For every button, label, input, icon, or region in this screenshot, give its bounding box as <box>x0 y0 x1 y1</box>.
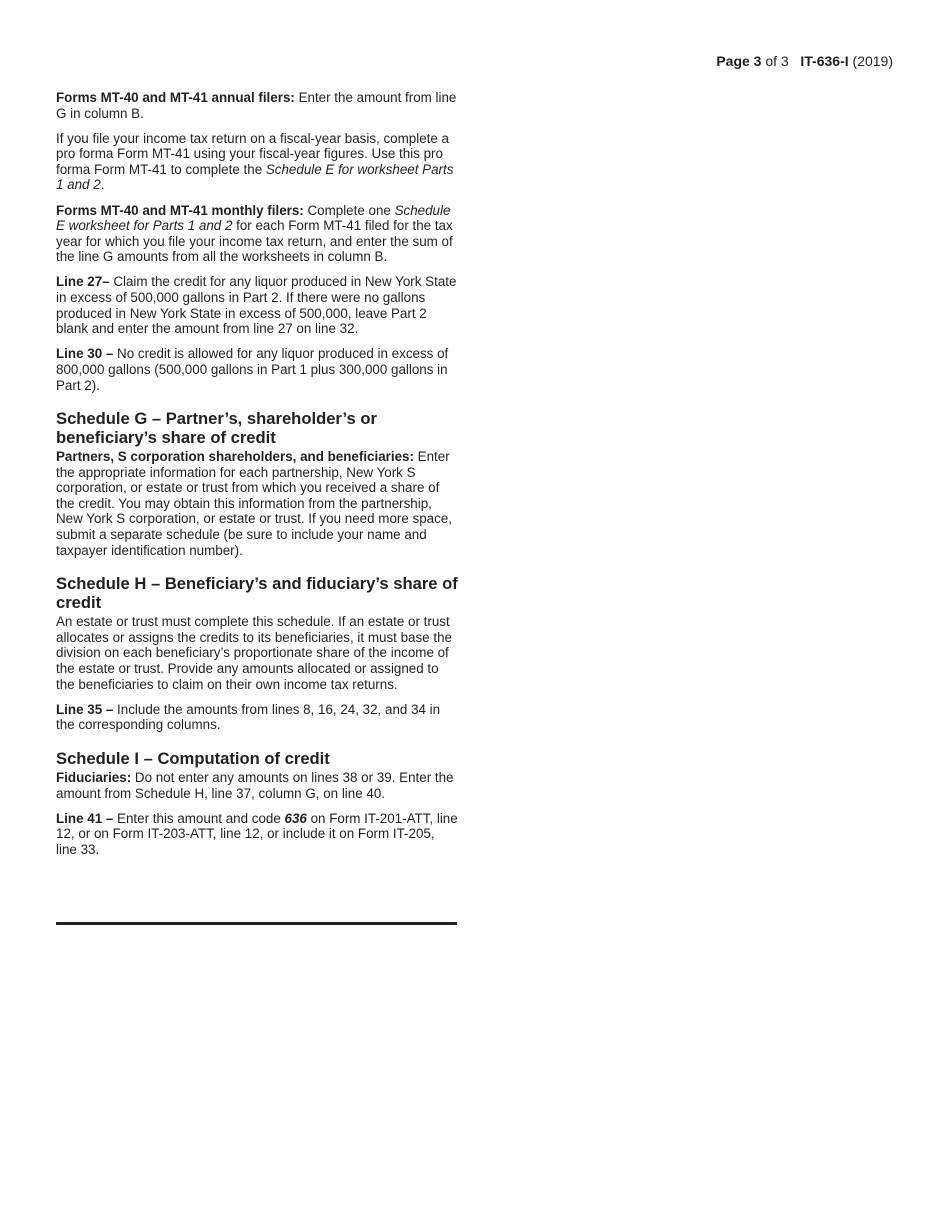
end-rule-divider <box>56 922 457 925</box>
monthly-filers-lead: Forms MT-40 and MT-41 monthly filers: <box>56 202 304 218</box>
fiduciaries-paragraph <box>56 770 458 801</box>
fiscal-year-text: If you file your income tax return on a fiscal-year basis, complete a pro forma Form MT-41 using your fiscal-year figures. Use this pro forma Form MT-41 to complete the <box>56 130 449 177</box>
line-35-text: Include the amounts from lines 8, 16, 24, 32, and 34 in the corresponding columns. <box>56 701 441 733</box>
line-35-lead: Line 35 – <box>56 701 114 717</box>
monthly-filers-italic: Schedule E worksheet for Parts 1 and 2 <box>56 202 451 234</box>
line-41-code: 636 <box>284 810 307 826</box>
form-id: IT-636-I <box>800 53 849 69</box>
monthly-filers-text2: for each Form MT-41 filed for the tax year for which you file your income tax return, and enter the sum of the line G amounts from all the worksheets in column B. <box>56 218 453 265</box>
annual-filers-text: Enter the amount from line G in column B. <box>56 90 457 121</box>
line-35-paragraph <box>56 702 458 733</box>
annual-filers-lead: Forms MT-40 and MT-41 annual filers: <box>56 90 295 105</box>
fiduciaries-lead: Fiduciaries: <box>56 769 132 785</box>
line-41-paragraph <box>56 811 458 858</box>
schedule-h-heading: Schedule H – Beneficiary’s and fiduciary’s share of credit <box>56 574 458 613</box>
line-27-paragraph <box>56 274 458 336</box>
page-total: of 3 <box>765 53 789 69</box>
line-41-text1: Enter this amount and code <box>113 810 285 826</box>
page-header <box>716 52 893 70</box>
line-41-lead: Line 41 – <box>56 810 114 826</box>
schedule-h-paragraph: An estate or trust must complete this schedule. If an estate or trust allocates or assigns the credits to its beneficiaries, it must base the division on each beneficiary’s proportionate share of the income of the estate or trust. Provide any amounts allocated or assigned to the beneficiaries to claim on their own income tax returns. <box>56 614 452 692</box>
schedule-g-paragraph <box>56 449 458 558</box>
annual-filers-paragraph <box>56 90 458 121</box>
form-year: (2019) <box>852 53 893 69</box>
monthly-filers-paragraph <box>56 203 458 265</box>
schedule-g-heading: Schedule G – Partner’s, shareholder’s or beneficiary’s share of credit <box>56 409 377 448</box>
line-27-lead: Line 27– <box>56 274 110 290</box>
monthly-filers-text1: Complete one <box>303 202 395 218</box>
schedule-g-lead: Partners, S corporation shareholders, and beneficiaries: <box>56 449 414 465</box>
line-30-lead: Line 30 – <box>56 346 114 362</box>
schedule-i-heading: Schedule I – Computation of credit <box>56 748 330 768</box>
line-30-paragraph <box>56 346 458 393</box>
instructions-column <box>56 90 458 867</box>
fiduciaries-text: Do not enter any amounts on lines 38 or 39. Enter the amount from Schedule H, line 37, column G, on line 40. <box>56 769 454 801</box>
line-30-text: No credit is allowed for any liquor produced in excess of 800,000 gallons (500,000 gallons in Part 1 plus 300,000 gallons in Part 2). <box>56 346 449 393</box>
line-41-text2: on Form IT-201-ATT, line 12, or on Form IT-203-ATT, line 12, or include it on Form IT-205, line 33. <box>56 810 458 857</box>
fiscal-year-paragraph <box>56 131 458 193</box>
schedule-g-text: Enter the appropriate information for each partnership, New York S corporation, or estate or trust from which you received a share of the credit. You may obtain this information from the partnership, New York S corporation, or estate or trust. If you need more space, submit a separate schedule (be sure to include your name and taxpayer identification number). <box>56 449 452 558</box>
page-number: Page 3 <box>716 53 762 69</box>
line-27-text: Claim the credit for any liquor produced in New York State in excess of 500,000 gallons in Part 2. If there were no gallons produced in New York State in excess of 500,000, leave Part 2 blank and enter the amount from line 27 on line 32. <box>56 274 457 337</box>
fiscal-year-end: . <box>100 177 105 193</box>
fiscal-year-italic: Schedule E for worksheet Parts 1 and 2 <box>56 161 454 193</box>
